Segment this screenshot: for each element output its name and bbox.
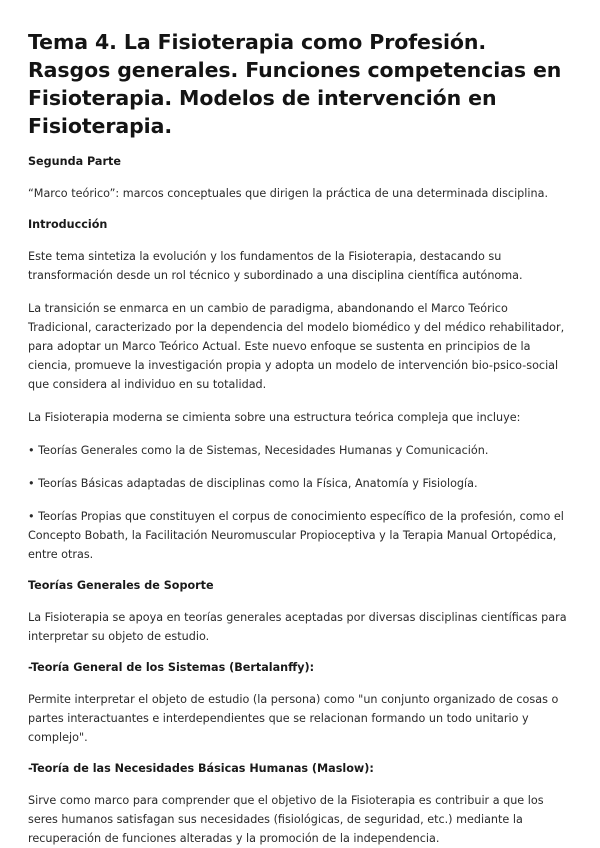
introduction-paragraph-2: La transición se enmarca en un cambio de paradigma, abandonando el Marco Teórico Tradicional, caracterizado por la dependencia del modelo biomédico y del médico rehabilitador, para adoptar un Marco Teórico Actual. Este nuevo enfoque se sustenta en principios de la ciencia, promueve la investigación propia y adopta un modelo de intervención bio-psico-social que considera al individuo en su totalidad.: [28, 302, 565, 391]
systems-theory-heading: -Teoría General de los Sistemas (Bertalanffy):: [28, 661, 315, 674]
introduction-heading: Introducción: [28, 218, 108, 231]
theory-bullet-own: • Teorías Propias que constituyen el corpus de conocimiento específico de la profesión, como el Concepto Bobath, la Facilitación Neuromuscular Propioceptiva y la Terapia Manual Ortopédica, entre otras.: [28, 510, 564, 561]
introduction-paragraph-3: La Fisioterapia moderna se cimienta sobre una estructura teórica compleja que incluye:: [28, 411, 521, 424]
intro-quote: “Marco teórico”: marcos conceptuales que dirigen la práctica de una determinada disciplina.: [28, 187, 549, 200]
theory-bullet-basic: • Teorías Básicas adaptadas de disciplinas como la Física, Anatomía y Fisiología.: [28, 477, 478, 490]
support-theories-paragraph: La Fisioterapia se apoya en teorías generales aceptadas por diversas disciplinas científicas para interpretar su objeto de estudio.: [28, 611, 567, 643]
support-theories-heading: Teorías Generales de Soporte: [28, 579, 214, 592]
needs-theory-paragraph: Sirve como marco para comprender que el objetivo de la Fisioterapia es contribuir a que los seres humanos satisfagan sus necesidades (fisiológicas, de seguridad, etc.) mediante la recuperación de funciones alteradas y la promoción de la independencia.: [28, 794, 544, 845]
needs-theory-heading: -Teoría de las Necesidades Básicas Humanas (Maslow):: [28, 762, 374, 775]
document-title: Tema 4. La Fisioterapia como Profesión. Rasgos generales. Funciones competencias en Fisioterapia. Modelos de intervención en Fisioterapia.: [28, 30, 562, 138]
theory-bullet-general: • Teorías Generales como la de Sistemas, Necesidades Humanas y Comunicación.: [28, 444, 489, 457]
part-label: Segunda Parte: [28, 155, 121, 168]
introduction-paragraph-1: Este tema sintetiza la evolución y los fundamentos de la Fisioterapia, destacando su transformación desde un rol técnico y subordinado a una disciplina científica autónoma.: [28, 250, 523, 282]
systems-theory-paragraph: Permite interpretar el objeto de estudio (la persona) como "un conjunto organizado de cosas o partes interactuantes e interdependientes que se relacionan formando un todo unitario y complejo".: [28, 693, 559, 744]
